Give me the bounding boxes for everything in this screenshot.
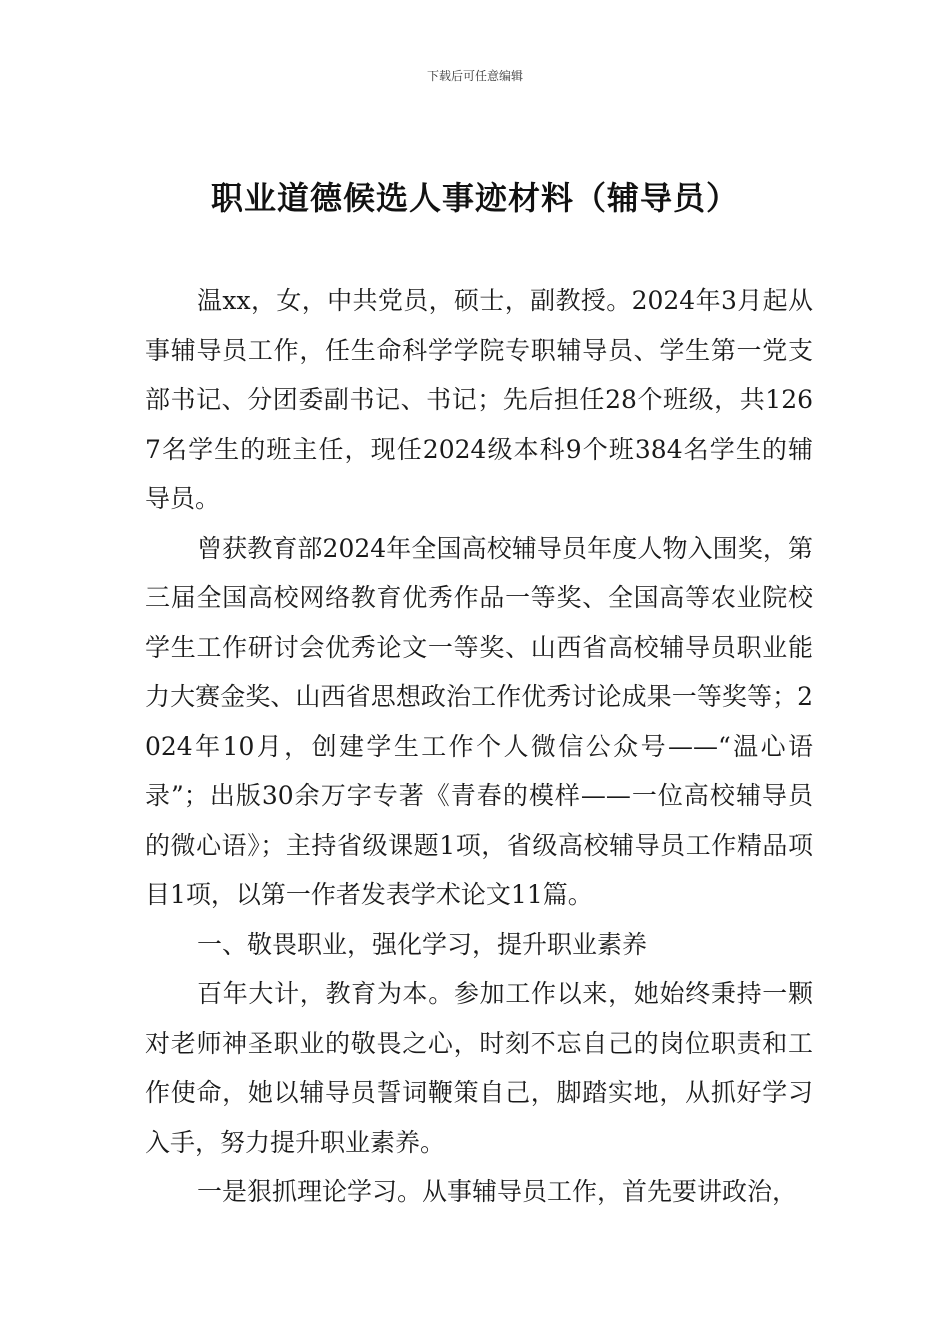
- paragraph-section-1: 百年大计，教育为本。参加工作以来，她始终秉持一颗对老师神圣职业的敬畏之心，时刻不忘自己的岗位职责和工作使命，她以辅导员誓词鞭策自己，脚踏实地，从抓好学习入手，努力提升职业素养。: [145, 979, 813, 1157]
- document-body: [145, 276, 813, 1217]
- paragraph-theory-study: 一是狠抓理论学习。从事辅导员工作，首先要讲政治，: [197, 1177, 798, 1206]
- paragraph-intro: 温xx，女，中共党员，硕士，副教授。2024年3月起从事辅导员工作，任生命科学学院专职辅导员、学生第一党支部书记、分团委副书记、书记；先后担任28个班级，共1267名学生的班主任，现任2024级本科9个班384名学生的辅导员。: [145, 286, 813, 513]
- header-note: 下载后可任意编辑: [426, 69, 523, 83]
- section-heading-1: 一、敬畏职业，强化学习，提升职业素养: [197, 929, 648, 959]
- document-title: 职业道德候选人事迹材料（辅导员）: [210, 179, 739, 217]
- paragraph-awards: 曾获教育部2024年全国高校辅导员年度人物入围奖，第三届全国高校网络教育优秀作品一等奖、全国高等农业院校学生工作研讨会优秀论文一等奖、山西省高校辅导员职业能力大赛金奖、山西省思想政治工作优秀讨论成果一等奖等；2024年10月，创建学生工作个人微信公众号——“温心语录”；出版30余万字专著《青春的模样——一位高校辅导员的微心语》；主持省级课题1项，省级高校辅导员工作精品项目1项，以第一作者发表学术论文11篇。: [145, 533, 813, 909]
